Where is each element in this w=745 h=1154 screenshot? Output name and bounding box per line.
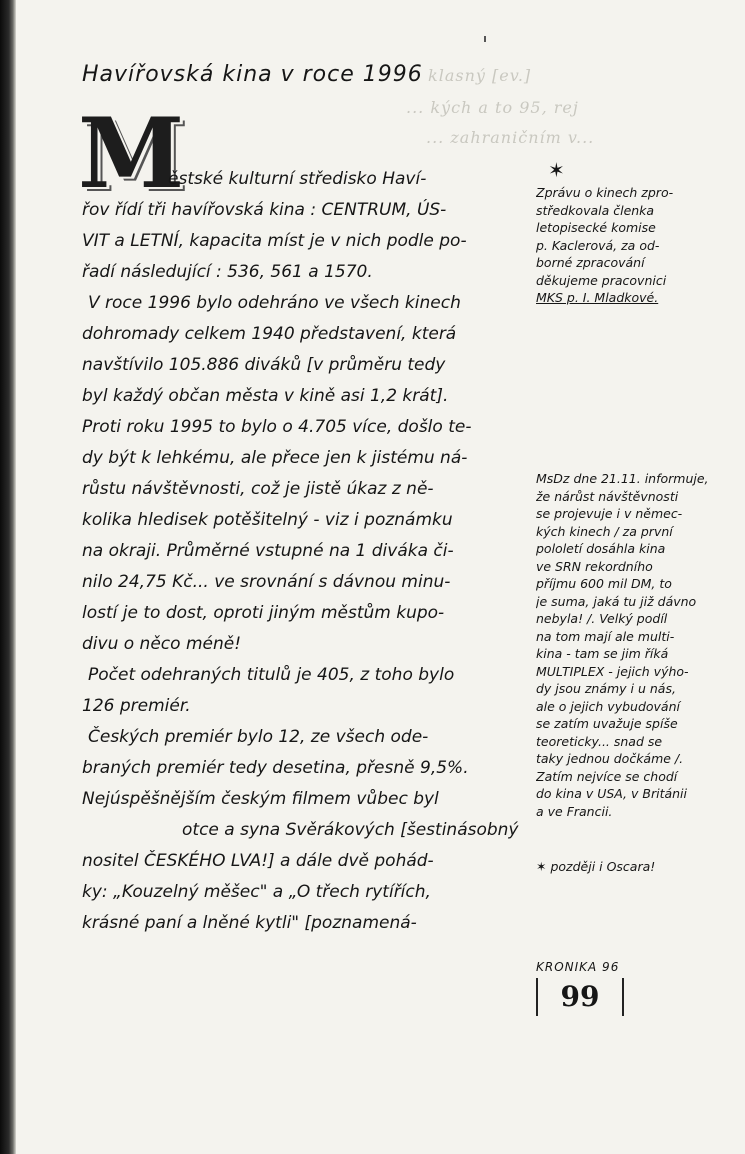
margin-line: je suma, jaká tu již dávno: [536, 593, 697, 609]
margin-line: MULTIPLEX - jejich výho-: [536, 663, 689, 679]
main-line: Proti roku 1995 to bylo o 4.705 více, došlo te-: [82, 417, 472, 437]
margin-note-oscar: [536, 858, 731, 876]
main-line: řov řídí tři havířovská kina : CENTRUM, ÚS-: [82, 200, 447, 220]
margin-line: děkujeme pracovnici: [536, 272, 667, 288]
margin-line: p. Kaclerová, za od-: [536, 237, 660, 253]
asterisk-mark: ✶: [548, 158, 565, 182]
main-line: V roce 1996 bylo odehráno ve všech kinech: [88, 293, 461, 313]
main-line: byl každý občan města v kině asi 1,2 krát].: [82, 386, 449, 406]
margin-line: teoreticky... snad se: [536, 733, 663, 749]
margin-line: Zatím nejvíce se chodí: [536, 768, 678, 784]
margin-line: se zatím uvažuje spíše: [536, 716, 678, 731]
margin-line: pololetí dosáhla kina: [536, 541, 666, 556]
main-line: divu o něco méně!: [82, 634, 242, 654]
main-line: Nejúspěšnějším českým filmem vůbec byl: [82, 789, 439, 809]
margin-line: taky jednou dočkáme /.: [536, 751, 684, 766]
margin-line: do kina v USA, v Británii: [536, 786, 687, 801]
main-line: navštívilo 105.886 diváků [v průměru tedy: [82, 355, 446, 375]
margin-line: MsDz dne 21.11. informuje,: [536, 471, 709, 486]
main-line: braných premiér tedy desetina, přesně 9,5%.: [82, 758, 469, 778]
main-line: ěstské kulturní středisko Haví-: [168, 169, 427, 189]
margin-line: nebyla! /. Velký podíl: [536, 611, 668, 626]
margin-line: kina - tam se jim říká: [536, 646, 669, 661]
main-line: lostí je to dost, oproti jiným městům kupo-: [82, 603, 445, 623]
chronicle-page: [16, 0, 745, 1154]
ink-speck: [484, 36, 486, 42]
main-line: VIT a LETNÍ, kapacita míst je v nich podle po-: [82, 231, 467, 251]
margin-line: ve SRN rekordního: [536, 558, 653, 574]
margin-line: na tom mají ale multi-: [536, 628, 675, 644]
margin-line: ale o jejich vybudování: [536, 698, 680, 714]
main-line: dohromady celkem 1940 představení, která: [82, 324, 457, 344]
main-line: ky: „Kouzelný měšec" a „O třech rytířích,: [82, 882, 431, 902]
margin-line: ✶ později i Oscara!: [536, 859, 656, 874]
margin-line: kých kinech / za první: [536, 523, 673, 539]
margin-line: příjmu 600 mil DM, to: [536, 576, 672, 591]
main-line: Počet odehraných titulů je 405, z toho bylo: [88, 665, 455, 685]
margin-note-multiplex: [536, 470, 731, 820]
main-line: nositel ČESKÉHO LVA!] a dále dvě pohád-: [82, 851, 434, 871]
main-line: 126 premiér.: [82, 696, 191, 716]
chronicle-label: KRONIKA 96: [536, 960, 620, 974]
bleed-through-text-1: klasný [ev.]: [428, 66, 532, 85]
main-line: kolika hledisek potěšitelný - viz i poznámku: [82, 510, 453, 530]
margin-line: a ve Francii.: [536, 803, 613, 819]
main-line: nilo 24,75 Kč... ve srovnání s dávnou minu-: [82, 572, 451, 592]
main-line: Českých premiér bylo 12, ze všech ode-: [88, 727, 429, 747]
main-line: růstu návštěvnosti, což je jistě úkaz z ně-: [82, 479, 434, 499]
bleed-through-text-3: ... zahraničním v...: [426, 128, 595, 147]
main-line: na okraji. Průměrné vstupné na 1 diváka či-: [82, 541, 454, 561]
main-line: otce a syna Svěrákových [šestinásobný: [182, 820, 519, 840]
margin-line: že nárůst návštěvnosti: [536, 488, 679, 504]
main-line: krásné paní a lněné kytli" [poznamená-: [82, 913, 417, 933]
margin-note-credits: [536, 184, 731, 307]
main-line: dy být k lehkému, ale přece jen k jistému ná-: [82, 448, 468, 468]
bleed-through-text-2: ... kých a to 95, rej: [406, 98, 579, 117]
drop-cap-letter: M: [78, 97, 181, 210]
margin-line: středkovala členka: [536, 202, 655, 218]
main-line: řadí následující : 536, 561 a 1570.: [82, 262, 373, 282]
margin-line: Zprávu o kinech zpro-: [536, 185, 674, 200]
margin-line: MKS p. I. Mladkové.: [536, 290, 659, 305]
page-title: Havířovská kina v roce 1996: [82, 62, 423, 87]
margin-line: se projevuje i v němec-: [536, 506, 683, 521]
page-number: 99: [536, 978, 624, 1016]
main-text-column: [82, 164, 528, 939]
margin-line: dy jsou známy i u nás,: [536, 681, 676, 696]
book-binding-shadow: [0, 0, 16, 1154]
margin-line: borné zpracování: [536, 255, 645, 270]
margin-line: letopisecké komise: [536, 220, 656, 235]
